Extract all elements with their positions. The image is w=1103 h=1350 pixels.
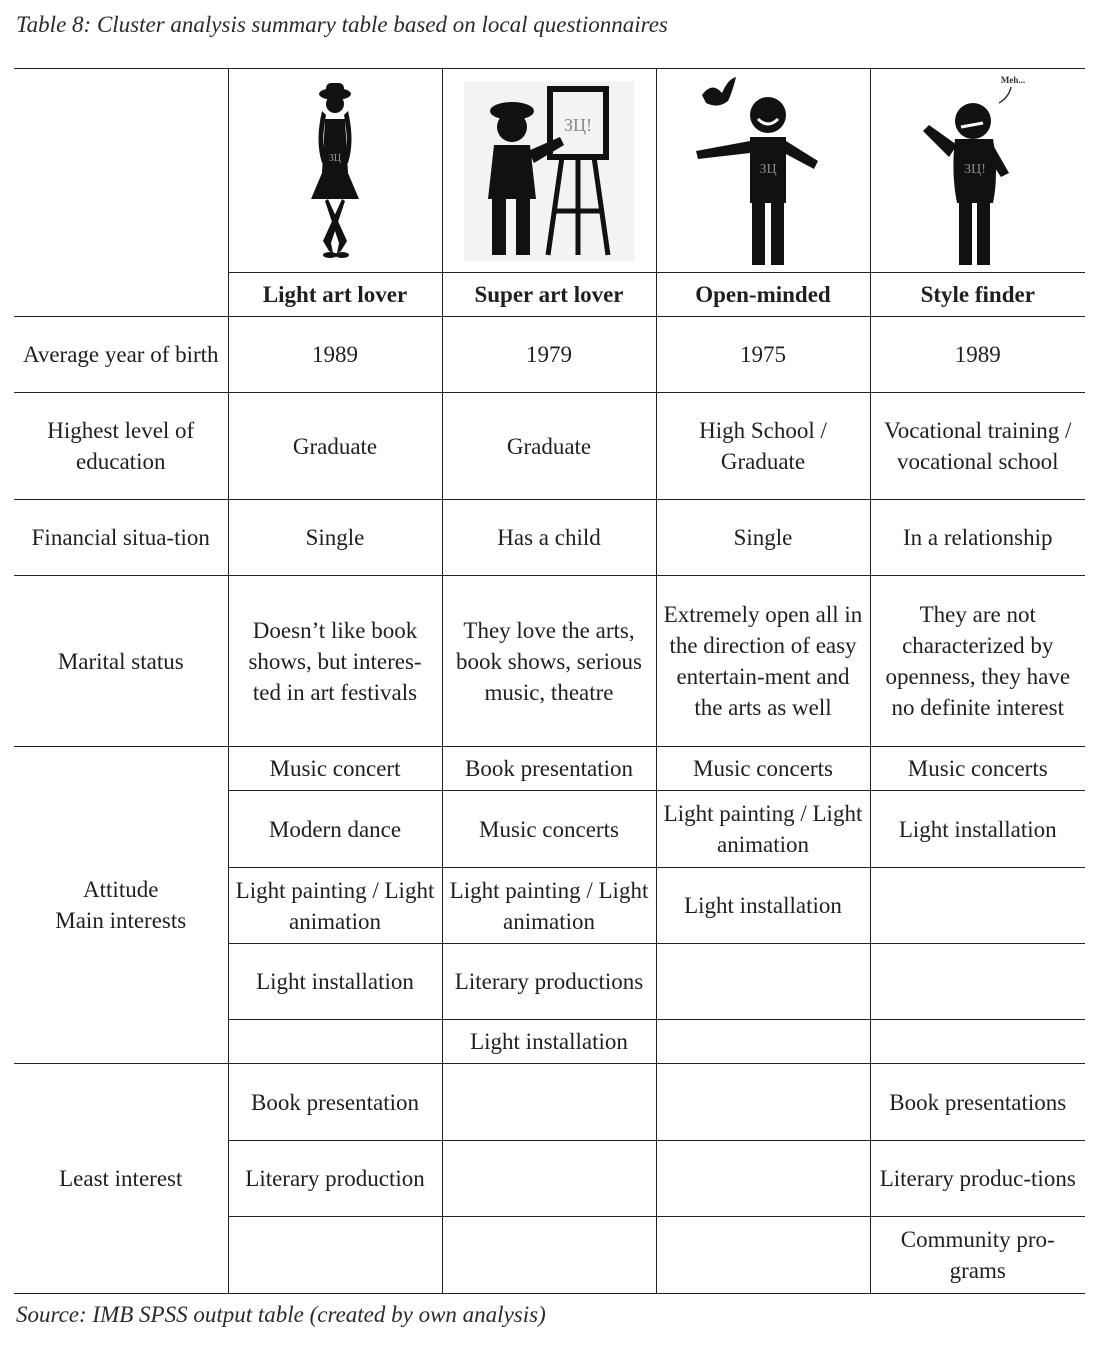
svg-text:ЗЦ: ЗЦ xyxy=(759,162,777,177)
table-cell: Doesn’t like book shows, but interes-ted in art festivals xyxy=(228,576,442,747)
table-cell: Literary production xyxy=(228,1141,442,1217)
table-cell xyxy=(228,1020,442,1064)
table-cell: Light installation xyxy=(870,791,1085,868)
cluster-picture-style-finder xyxy=(870,69,1085,273)
attitude-label-line2: Main interests xyxy=(55,908,187,933)
table-cell xyxy=(656,944,870,1020)
cluster-summary-table xyxy=(14,68,1085,1294)
table-cell xyxy=(442,1064,656,1141)
table-cell xyxy=(656,1064,870,1141)
cluster-header-open-minded: Open-minded xyxy=(656,273,870,317)
table-cell: Music concerts xyxy=(656,747,870,791)
row-label-attitude xyxy=(14,747,228,1064)
table-cell: Music concert xyxy=(228,747,442,791)
table-cell: Has a child xyxy=(442,500,656,576)
table-cell: Extremely open all in the direction of easy entertain-ment and the arts as well xyxy=(656,576,870,747)
row-label-marital: Marital status xyxy=(14,576,228,747)
table-cell xyxy=(656,1217,870,1294)
table-cell: Light installation xyxy=(442,1020,656,1064)
table-cell: In a relationship xyxy=(870,500,1085,576)
table-cell xyxy=(442,1141,656,1217)
table-cell: They are not characterized by openness, they have no definite interest xyxy=(870,576,1085,747)
row-label-financial: Financial situa-tion xyxy=(14,500,228,576)
svg-text:ЗЦ!: ЗЦ! xyxy=(963,162,986,177)
cluster-header-super-art-lover: Super art lover xyxy=(442,273,656,317)
table-cell: Single xyxy=(656,500,870,576)
attitude-label-line1: Attitude xyxy=(83,877,159,902)
cluster-header-light-art-lover: Light art lover xyxy=(228,273,442,317)
table-caption: Table 8: Cluster analysis summary table based on local questionnaires xyxy=(16,12,668,37)
table-cell: Light installation xyxy=(228,944,442,1020)
table-cell: They love the arts, book shows, serious music, theatre xyxy=(442,576,656,747)
bird-man-figure-icon xyxy=(688,73,838,268)
row-label-education: Highest level of education xyxy=(14,393,228,500)
table-cell: 1975 xyxy=(656,317,870,393)
table-source-note: Source: IMB SPSS output table (created by own analysis) xyxy=(16,1302,546,1327)
table-cell: Community pro-grams xyxy=(870,1217,1085,1294)
table-cell xyxy=(228,1217,442,1294)
table-cell: High School / Graduate xyxy=(656,393,870,500)
svg-text:ЗЦ!: ЗЦ! xyxy=(563,114,593,135)
table-cell xyxy=(656,1141,870,1217)
table-cell: Light installation xyxy=(656,868,870,944)
table-cell xyxy=(870,944,1085,1020)
table-cell: Music concerts xyxy=(870,747,1085,791)
table-cell: Book presentations xyxy=(870,1064,1085,1141)
woman-figure-icon xyxy=(295,81,375,261)
table-cell: Single xyxy=(228,500,442,576)
painter-figure-icon xyxy=(464,81,634,261)
table-cell: Literary produc-tions xyxy=(870,1141,1085,1217)
table-cell: Light painting / Light animation xyxy=(656,791,870,868)
table-cell xyxy=(870,1020,1085,1064)
cluster-picture-super-art-lover xyxy=(442,69,656,273)
table-cell: Graduate xyxy=(228,393,442,500)
row-label-birth: Average year of birth xyxy=(14,317,228,393)
corner-cell xyxy=(14,69,228,317)
speech-text: Meh... xyxy=(1000,75,1025,85)
table-cell xyxy=(870,868,1085,944)
table-cell xyxy=(442,1217,656,1294)
cluster-header-style-finder: Style finder xyxy=(870,273,1085,317)
table-cell: Book presentation xyxy=(442,747,656,791)
svg-text:ЗЦ: ЗЦ xyxy=(328,152,342,164)
row-label-least-interest: Least interest xyxy=(14,1064,228,1294)
table-cell: 1989 xyxy=(228,317,442,393)
table-cell: Music concerts xyxy=(442,791,656,868)
table-cell: Light painting / Light animation xyxy=(228,868,442,944)
shrug-figure-icon xyxy=(913,73,1043,268)
table-cell: 1979 xyxy=(442,317,656,393)
cluster-picture-light-art-lover xyxy=(228,69,442,273)
table-cell: Literary productions xyxy=(442,944,656,1020)
table-cell: Graduate xyxy=(442,393,656,500)
table-cell: 1989 xyxy=(870,317,1085,393)
table-cell xyxy=(656,1020,870,1064)
cluster-picture-open-minded xyxy=(656,69,870,273)
table-cell: Vocational training / vocational school xyxy=(870,393,1085,500)
table-cell: Book presentation xyxy=(228,1064,442,1141)
table-cell: Modern dance xyxy=(228,791,442,868)
table-cell: Light painting / Light animation xyxy=(442,868,656,944)
